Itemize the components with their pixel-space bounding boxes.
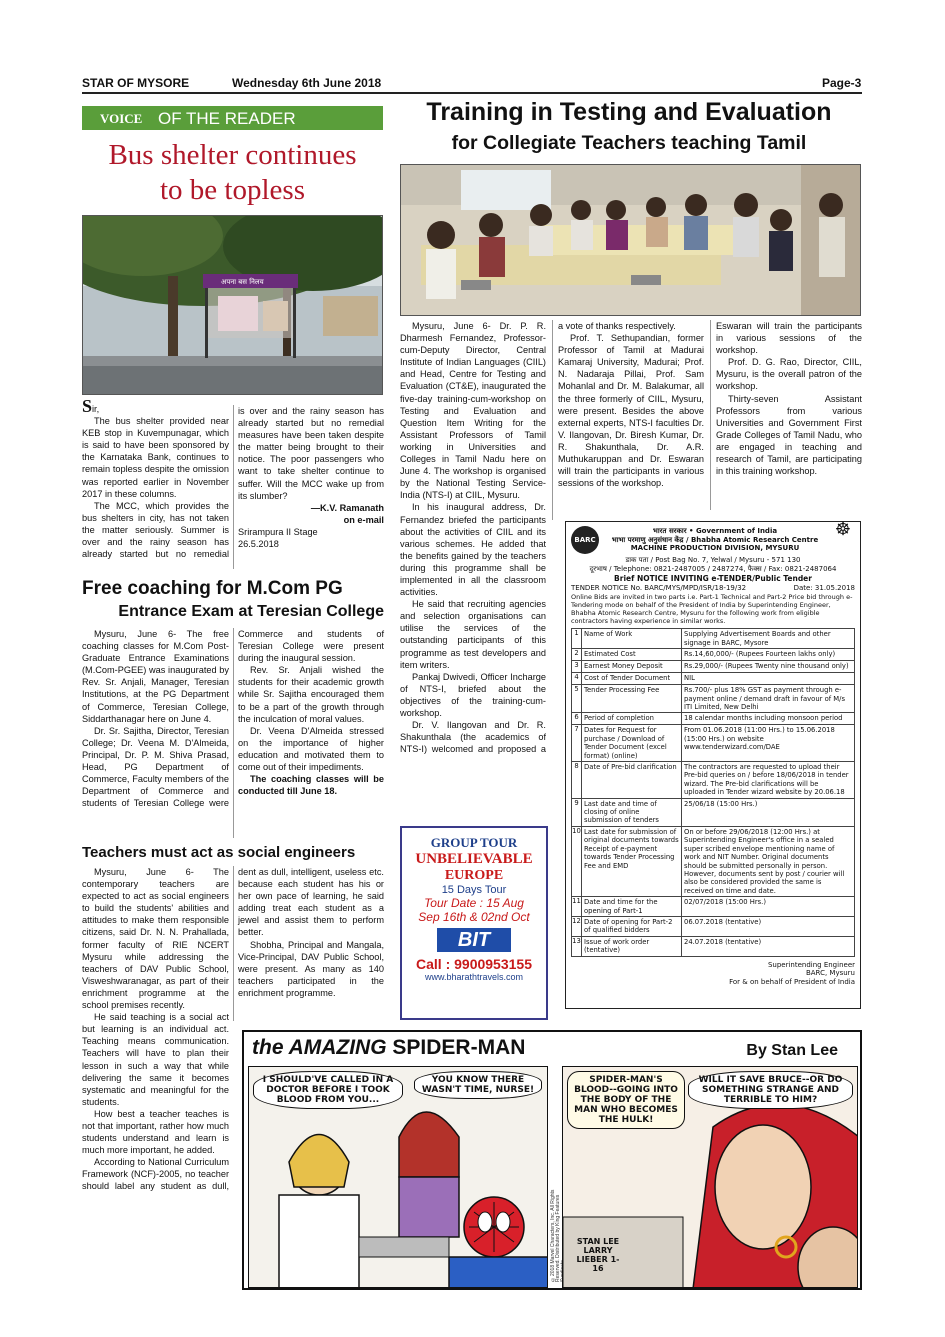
barc-tender-ad (565, 521, 861, 1009)
tender-cell-n: 4 (572, 673, 582, 684)
voice-para-2: The MCC, which provides the bus shelters in city, has not taken the matter seriously. Summer is over and the rainy season has already started but no remedial (82, 500, 229, 560)
bus-shelter-headline (82, 138, 383, 208)
teachers-para-1: Mysuru, June 6- The contemporary teachers are expected to act as social engineers to build the students' abilities and attitudes to make them responsible citizens, said Dr. N. N. Prahallada, former faculty of RIE NCERT Mysuru while addressing the teachers of DAV Public School, Visweshwaranagar, as part of their enrichment programme at the school premises recently. (82, 867, 229, 1011)
comic-bubble-1: I SHOULD'VE CALLED IN A DOCTOR BEFORE I TOOK BLOOD FROM YOU... (253, 1071, 403, 1109)
tender-phone: दूरभाष / Telephone: 0821-2487005 / 2487274, फैक्स / Fax: 0821-2487064 (589, 564, 837, 573)
workshop-photo (400, 164, 861, 316)
tender-cell-n: 2 (572, 649, 582, 660)
training-para-2: In his inaugural address, Dr. Fernandez briefed the participants about the activities of CIIL and its various schemes. He added that the benefits gained by the teachers during this programme shall be implemented in all the classroom activities. (400, 502, 546, 598)
teachers-para-4-cont: dent as dull, intelligent, useless etc. because each student has his or her own pace of learning, he said adding treat each student as a jewel and assist them to perform better. (238, 867, 384, 938)
tender-row (572, 725, 854, 762)
teachers-col-2 (238, 866, 384, 999)
tender-cell-k: Issue of work order (tentative) (582, 937, 682, 956)
tender-title: Brief NOTICE INVITING e-TENDER/Public Tender (614, 574, 812, 584)
comic-bubble-3: SPIDER-MAN'S BLOOD--GOING INTO THE BODY OF THE MAN WHO BECOMES THE HULK! (567, 1071, 685, 1129)
comic-bubble-2: YOU KNOW THERE WASN'T TIME, NURSE! (414, 1071, 542, 1099)
coaching-col-2 (238, 628, 384, 797)
tender-row (572, 937, 854, 957)
tender-signoff-1: Superintending Engineer (767, 960, 855, 969)
page-number: Page-3 (822, 76, 862, 90)
col-divider (233, 866, 234, 1021)
tender-row (572, 649, 854, 661)
tender-row (572, 673, 854, 685)
col-divider (233, 628, 234, 838)
training-col-2 (558, 320, 704, 502)
comic-bubble-4: WILL IT SAVE BRUCE--OR DO SOMETHING STRANGE AND TERRIBLE TO HIM? (688, 1071, 853, 1109)
tender-cell-v: From 01.06.2018 (11:00 Hrs.) to 15.06.2018 (15:00 Hrs.) on website www.tenderwizard.com/DAE (684, 726, 835, 752)
tender-cell-v: Supplying Advertisement Boards and other signage in BARC, Mysore (684, 630, 831, 647)
training-para-6: Prof. T. Sethupandian, former Professor of Tamil at Madurai Kamaraj University, Madurai; Prof. N. Nadaraja Pillai, Prof. Sam Mohanlal and Dr. M. Balakumar, all the three formerly of CIIL, Mysuru, were present. Besides the above external experts, NTS-I faculties Dr. V. Ilangovan, Dr. Biresh Kumar, Dr. R. Shakunthala, Dr. A.R. Muthukaruppan and Dr. Eswaran will train the participants in various sessions of the workshop. (558, 333, 704, 489)
coaching-para-1: Mysuru, June 6- The free coaching classes for M.Com Post-Graduate Entrance Examinations (M.Com-PGEE) was inaugurated by Rev. Sr. Anjali, Manager, Teresian Institutions, at the PG Department of Commerce, Teresian College, Siddarthanagar here on June 4. (82, 629, 229, 724)
tour-ad-web: www.bharathtravels.com (424, 972, 524, 982)
tender-row (572, 685, 854, 713)
voice-tag-rest: OF THE READER (158, 109, 296, 128)
tender-ref-no: TENDER NOTICE No. BARC/MYS/MPD/ISR/18-19/32 (571, 583, 747, 592)
comic-panel-1 (248, 1066, 548, 1288)
teachers-para-2: He said teaching is a social act but learning is an individual act. Teaching means communication. Teachers will have to plan their lesson in such a way that while delivering the same it becomes systematic and meaningful for the students. (82, 1012, 229, 1107)
emblem-icon: ☸ (834, 519, 852, 540)
training-para-3: He said that recruiting agencies and selection organisations can utilise the services of the outstanding participants of this programme as test developers and item writers. (400, 599, 546, 670)
tender-signoff-2: BARC, Mysuru (805, 969, 855, 978)
comic-strip (242, 1030, 862, 1290)
tour-ad-l5: Tour Date : 15 Aug (424, 896, 524, 910)
teachers-para-5: Shobha, Principal and Mangala, Vice-Principal, DAV Public School, were present. As many as 140 teachers participated in the enrichment programme. (238, 939, 384, 998)
coaching-para-3: Rev. Sr. Anjali wished the students for their academic growth while Sr. Sajitha encouraged them to be a part of the growth through the inculcation of moral values. (238, 665, 384, 724)
coaching-headline-1: Free coaching for M.Com PG (82, 578, 343, 599)
comic-byline: By Stan Lee (746, 1042, 838, 1059)
tender-cell-n: 12 (572, 917, 582, 936)
tender-cell-v: 24.07.2018 (tentative) (684, 937, 762, 946)
tender-cell-k: Date of Pre-bid clarification (582, 762, 682, 798)
tender-cell-n: 1 (572, 629, 582, 648)
tour-ad-l3: EUROPE (444, 868, 504, 883)
tender-cell-v: On or before 29/06/2018 (12:00 Hrs.) at Superintending Engineer's office in a sealed super scribed envelope mentioning name of work and NIT Number. Original documents should be submitted personally in person. However, documents sent by post / courier will also be considered provided the same is received on time and date. (684, 827, 845, 895)
tender-cell-v: Rs.700/- plus 18% GST as payment through e-payment online / demand draft in favour of M/s ITI Limited, New Delhi (684, 686, 845, 711)
tender-cell-v: NIL (684, 674, 695, 683)
tour-ad-l4: 15 Days Tour (441, 884, 507, 896)
tender-ref-date: Date: 31.05.2018 (793, 583, 855, 592)
comic-title-spider: SPIDER-MAN (392, 1036, 526, 1059)
voice-sign-name: —K.V. Ramanath (310, 502, 384, 513)
tender-row (572, 762, 854, 799)
tender-cell-n: 13 (572, 937, 582, 956)
tender-cell-n: 11 (572, 897, 582, 916)
teachers-para-4: According to National Curriculum Framework (NCF)-2005, no teacher should label any student as dull, (82, 1157, 229, 1192)
tender-cell-k: Estimated Cost (582, 649, 682, 660)
tender-cell-k: Date and time for the opening of Part-1 (582, 897, 682, 916)
barc-logo: BARC (571, 526, 599, 554)
tour-ad-l6: Sep 16th & 02nd Oct (418, 910, 530, 924)
tender-cell-k: Name of Work (582, 629, 682, 648)
tender-row (572, 629, 854, 649)
training-col-3 (716, 320, 862, 477)
col-divider (552, 320, 553, 520)
training-para-1: Mysuru, June 6- Dr. P. R. Dharmesh Fernandez, Professor-cum-Deputy Director, Central Institute of Indian Languages (CIIL) and Head, Centre for Testing and Evaluation (CT&E), inaugurated the five-day training-cum-workshop on Testing and Evaluation and Question Item Writing for the Assistant Professors of Tamil working in Universities and Colleges in Tamil Nadu here on June 4. The workshop is organised by the National Testing Service-India (NTS-I) at CIIL, Mysuru. (400, 321, 546, 501)
teachers-para-3: How best a teacher teaches is not that important, rather how much students understand and learn is much more important, he added. (82, 1108, 229, 1156)
tour-ad-brand: BIT (437, 928, 511, 952)
voice-banner (82, 106, 383, 130)
tender-cell-n: 9 (572, 799, 582, 826)
training-para-4: Pankaj Dwivedi, Officer Incharge of NTS-I, briefed about the objectives of the training-cum-workshop. (400, 671, 546, 718)
header-rule (82, 92, 862, 94)
col-divider (710, 320, 711, 510)
bus-shelter-photo (82, 215, 383, 395)
tender-address: डाक पता / Post Bag No. 7, Yelwal / Mysuru - 571 130 (625, 556, 801, 564)
tender-cell-v: 18 calendar months including monsoon period (684, 714, 843, 723)
coaching-para-4: Dr. Veena D'Almeida stressed on the importance of higher education and motivated them to come out of their impediments. (238, 725, 384, 773)
tour-ad-l2: UNBELIEVABLE (415, 851, 533, 867)
training-para-5: Dr. V. Ilangovan and Dr. R. Shakunthala (the academics of NTS-I) welcomed and proposed a (400, 720, 546, 755)
training-para-5-cont: a vote of thanks respectively. (558, 321, 676, 331)
comic-title-the: the (252, 1036, 284, 1059)
tender-cell-k: Last date and time of closing of online submission of tenders (582, 799, 682, 826)
voice-sign-place: Srirampura II Stage (238, 526, 318, 537)
coaching-col-1 (82, 628, 229, 809)
tender-cell-v: The contractors are requested to upload their Pre-bid queries on / before 18/06/2018 in tender wizard. The Pre-bid clarifications will be uploaded in Tender wizard website by 20.06.18 (684, 763, 849, 797)
tender-barc: भाभा परमाणु अनुसंधान केंद्र / Bhabha Atomic Research Centre (611, 535, 819, 544)
bus-shelter-headline-line1: Bus shelter continues (108, 139, 357, 171)
tender-cell-n: 6 (572, 713, 582, 724)
tender-cell-k: Cost of Tender Document (582, 673, 682, 684)
paper-name: STAR OF MYSORE (82, 76, 190, 90)
bus-shelter-headline-line2: to be topless (160, 174, 305, 206)
issue-date: Wednesday 6th June 2018 (232, 76, 382, 90)
tender-cell-n: 7 (572, 725, 582, 761)
tender-signoff-3: For & on behalf of President of India (729, 977, 855, 986)
coaching-para-2-cont: Commerce and students of Teresian College were present during the inaugural session. (238, 629, 384, 664)
tender-row (572, 799, 854, 827)
comic-panel-2 (562, 1066, 858, 1288)
voice-para-2-cont: is over and the rainy season has already started but no remedial measures have been taken despite the matter being brought to their notice. The poor passengers who want to take shelter continue to suffer. Will the MCC wake up from its slumber? (238, 406, 384, 501)
tender-cell-k: Last date for submission of original documents towards Receipt of e-payment towards Tender Processing Fee and EMD (582, 827, 682, 896)
training-para-6-cont: Eswaran will train the participants in various sessions of the workshop. (716, 321, 862, 356)
col-divider (233, 405, 234, 569)
tender-cell-k: Dates for Request for purchase / Download of Tender Document (excel format) (online) (582, 725, 682, 761)
tender-cell-v: Rs.14,60,000/- (Rupees Fourteen lakhs only) (684, 650, 836, 659)
tender-cell-n: 10 (572, 827, 582, 896)
tender-cell-n: 5 (572, 685, 582, 712)
tender-cell-k: Date of opening for Part-2 of qualified bidders (582, 917, 682, 936)
coaching-para-5: The coaching classes will be conducted till June 18. (238, 774, 384, 797)
tender-cell-n: 3 (572, 661, 582, 672)
tender-cell-v: 25/06/18 (15:00 Hrs.) (684, 799, 758, 808)
training-para-8: Thirty-seven Assistant Professors from various Universities and Government First Grade Colleges of Tamil Nadu, who are engaged in teaching and research of Tamil, are participating in this training workshop. (716, 393, 862, 477)
comic-title (252, 1036, 525, 1060)
tender-table (571, 628, 855, 956)
tender-cell-v: Rs.29,000/- (Rupees Twenty nine thousand only) (684, 662, 849, 671)
teachers-headline: Teachers must act as social engineers (82, 844, 356, 861)
voice-tag: VOICE (100, 111, 143, 126)
voice-sign-via: on e-mail (343, 514, 384, 525)
comic-copyright: ©2018 Marvel Characters, Inc. All Rights Reserved. Distributed by King Features (550, 1189, 561, 1282)
tender-cell-v: 06.07.2018 (tentative) (684, 917, 762, 926)
voice-dropcap: S (82, 396, 93, 416)
tender-row (572, 713, 854, 725)
tender-cell-n: 8 (572, 762, 582, 798)
voice-salutation: ir, (92, 404, 100, 414)
training-headline-1: Training in Testing and Evaluation (426, 98, 832, 126)
tender-cell-k: Earnest Money Deposit (582, 661, 682, 672)
tour-ad-phone: Call : 9900953155 (416, 956, 532, 972)
tender-row (572, 917, 854, 937)
tour-ad-l1: GROUP TOUR (430, 835, 518, 850)
tender-division: MACHINE PRODUCTION DIVISION, MYSURU (630, 544, 800, 553)
tour-ad (400, 826, 548, 1020)
tender-intro: Online Bids are invited in two parts i.e. Part-1 Technical and Part-2 Price bid through e-Tendering mode on behalf of the President of India by Superintending Engineer, Bhabha Atomic Research Centre, Mysuru for the following work from eligible contractors having experience in similar works. (571, 593, 853, 626)
training-headline-2: for Collegiate Teachers teaching Tamil (451, 132, 807, 154)
coaching-para-2: Dr. Sr. Sajitha, Director, Teresian College; Dr. Veena M. D'Almeida, Principal, Dr. P. M. Shiva Prasad, Head, PG Department of Commerce, Faculty members of the Department of Commerce and students of Teresian College were (82, 725, 229, 809)
voice-col-1 (82, 396, 229, 560)
teachers-col-1 (82, 866, 229, 1192)
comic-title-amazing: AMAZING (288, 1036, 387, 1059)
tender-row (572, 827, 854, 897)
voice-para-1: The bus shelter provided near KEB stop in Kuvempunagar, which is said to have been sponsored by the Karnataka Bank, continues to remain topless despite the omission was reported earlier in November 2017 in these columns. (82, 416, 229, 499)
tender-gov: भारत सरकार • Government of India (652, 527, 778, 536)
tender-cell-k: Tender Processing Fee (582, 685, 682, 712)
voice-sign-date: 26.5.2018 (238, 539, 279, 550)
tender-row (572, 897, 854, 917)
training-para-7: Prof. D. G. Rao, Director, CIIL, Mysuru, is the overall patron of the workshop. (716, 357, 862, 392)
coaching-headline-2: Entrance Exam at Teresian College (118, 603, 384, 620)
tender-cell-k: Period of completion (582, 713, 682, 724)
tender-cell-v: 02/07/2018 (15:00 Hrs.) (684, 898, 766, 907)
photo-sign-text: अपना बस निलय (221, 278, 264, 286)
tender-row (572, 661, 854, 673)
comic-credits: STAN LEE LARRY LIEBER 1-16 (576, 1237, 620, 1273)
voice-col-2 (238, 405, 384, 550)
training-col-1 (400, 320, 546, 755)
